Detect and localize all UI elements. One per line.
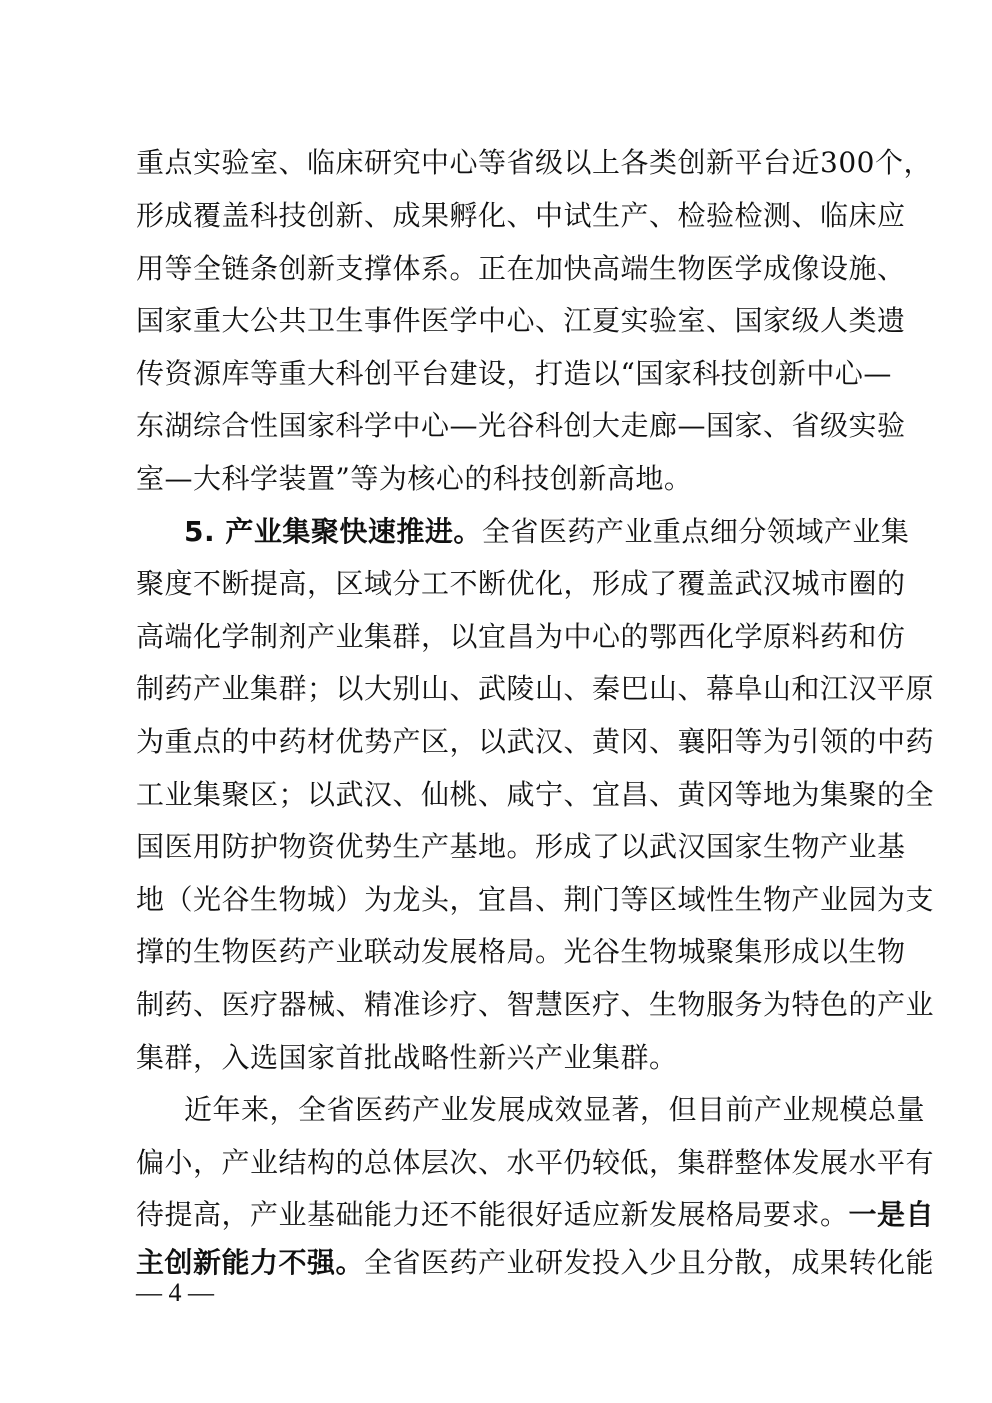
text-line: 待提高，产业基础能力还不能很好适应新发展格局要求。一是自 bbox=[136, 1198, 935, 1231]
text-line: 制药产业集群；以大别山、武陵山、秦巴山、幕阜山和江汉平原 bbox=[136, 672, 935, 705]
page-number: — 4 — bbox=[136, 1278, 214, 1307]
text-line: 室—大科学装置”等为核心的科技创新高地。 bbox=[136, 462, 693, 495]
text-line: 东湖综合性国家科学中心—光谷科创大走廊—国家、省级实验 bbox=[136, 409, 906, 442]
text-line: 传资源库等重大科创平台建设，打造以“国家科技创新中心— bbox=[136, 357, 892, 390]
text-line: 主创新能力不强。全省医药产业研发投入少且分散，成果转化能 bbox=[136, 1246, 935, 1279]
text-line: 地（光谷生物城）为龙头，宜昌、荆门等区域性生物产业园为支 bbox=[136, 883, 935, 916]
emphasis-text: 主创新能力不强。 bbox=[136, 1246, 365, 1279]
text-line: 用等全链条创新支撑体系。正在加快高端生物医学成像设施、 bbox=[136, 252, 906, 285]
text-line: 为重点的中药材优势产区，以武汉、黄冈、襄阳等为引领的中药 bbox=[136, 725, 935, 758]
text-line: 偏小，产业结构的总体层次、水平仍较低，集群整体发展水平有 bbox=[136, 1146, 935, 1179]
text-line: 高端化学制剂产业集群，以宜昌为中心的鄂西化学原料药和仿 bbox=[136, 620, 906, 653]
text-line: 形成覆盖科技创新、成果孵化、中试生产、检验检测、临床应 bbox=[136, 199, 906, 232]
text-line: 集群，入选国家首批战略性新兴产业集群。 bbox=[136, 1041, 678, 1074]
text-line: 国家重大公共卫生事件医学中心、江夏实验室、国家级人类遗 bbox=[136, 304, 906, 337]
text-line: 工业集聚区；以武汉、仙桃、咸宁、宜昌、黄冈等地为集聚的全 bbox=[136, 778, 935, 811]
text-line: 制药、医疗器械、精准诊疗、智慧医疗、生物服务为特色的产业 bbox=[136, 988, 935, 1021]
text-line: 撑的生物医药产业联动发展格局。光谷生物城聚集形成以生物 bbox=[136, 935, 906, 968]
emphasis-text: 一是自 bbox=[848, 1198, 935, 1231]
text-line: 国医用防护物资优势生产基地。形成了以武汉国家生物产业基 bbox=[136, 830, 906, 863]
section-heading-line: 5. 产业集聚快速推进。全省医药产业重点细分领域产业集 bbox=[184, 515, 910, 548]
text-line: 重点实验室、临床研究中心等省级以上各类创新平台近300个， bbox=[136, 146, 932, 179]
paragraph-start-line: 近年来，全省医药产业发展成效显著，但目前产业规模总量 bbox=[184, 1093, 926, 1126]
section-heading: 5. 产业集聚快速推进。 bbox=[184, 515, 482, 548]
text-line: 聚度不断提高，区域分工不断优化，形成了覆盖武汉城市圈的 bbox=[136, 567, 906, 600]
